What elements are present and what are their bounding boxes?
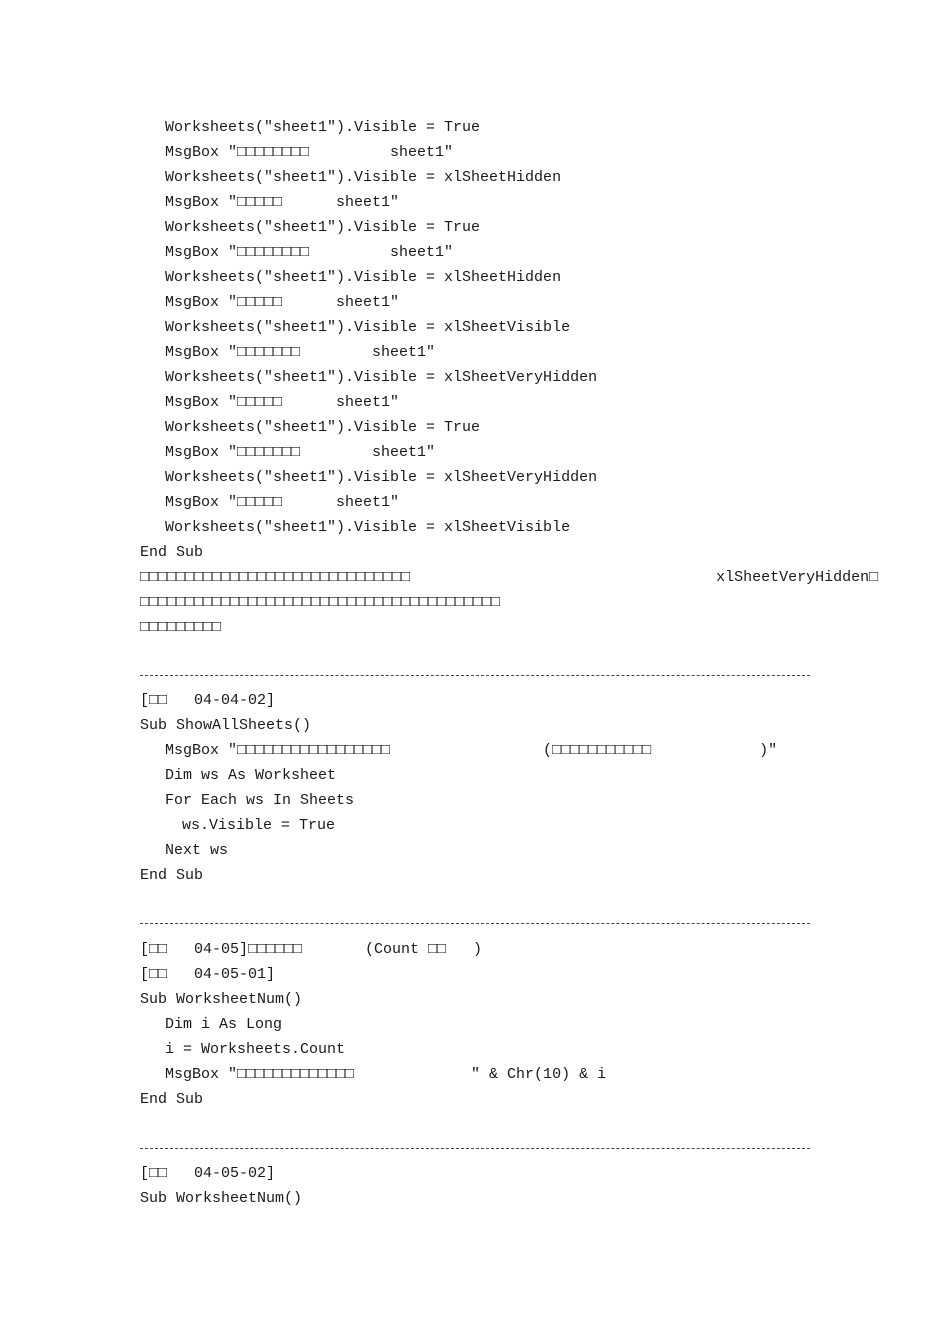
note-line: □□□□□□□□□ [140, 619, 222, 636]
code-line: MsgBox "□□□□□□□□ sheet1" [165, 244, 454, 261]
code-line: MsgBox "□□□□□ sheet1" [165, 194, 400, 211]
code-line: Worksheets("sheet1").Visible = xlSheetVisible [165, 519, 571, 536]
code-line: MsgBox "□□□□□□□□□□□□□□□□□ (□□□□□□□□□□□ )" [165, 742, 778, 759]
code-line: Next ws [165, 842, 229, 859]
note-line: □□□□□□□□□□□□□□□□□□□□□□□□□□□□□□□□□□□□□□□□ [140, 594, 501, 611]
code-line-end-sub: End Sub [140, 544, 204, 561]
code-line: Worksheets("sheet1").Visible = True [165, 219, 481, 236]
code-line: MsgBox "□□□□□ sheet1" [165, 394, 400, 411]
code-line: For Each ws In Sheets [165, 792, 355, 809]
code-line: Worksheets("sheet1").Visible = True [165, 119, 481, 136]
code-line: Worksheets("sheet1").Visible = xlSheetVeryHidden [165, 369, 598, 386]
code-line: i = Worksheets.Count [165, 1041, 346, 1058]
code-line: ws.Visible = True [182, 817, 336, 834]
code-line: Dim i As Long [165, 1016, 283, 1033]
section-header: [□□ 04-05]□□□□□□ (Count □□ ) [140, 941, 483, 958]
separator-line [140, 675, 810, 676]
code-line-sub: Sub WorksheetNum() [140, 991, 303, 1008]
example-header: [□□ 04-05-02] [140, 1165, 276, 1182]
code-line-sub: Sub WorksheetNum() [140, 1190, 303, 1207]
code-line: Worksheets("sheet1").Visible = xlSheetHidden [165, 269, 562, 286]
code-line: MsgBox "□□□□□□□ sheet1" [165, 444, 436, 461]
code-line: Dim ws As Worksheet [165, 767, 337, 784]
code-line: MsgBox "□□□□□ sheet1" [165, 494, 400, 511]
code-line: MsgBox "□□□□□□□□□□□□□ " & Chr(10) & i [165, 1066, 607, 1083]
code-line: MsgBox "□□□□□□□□ sheet1" [165, 144, 454, 161]
code-line: MsgBox "□□□□□ sheet1" [165, 294, 400, 311]
example-header: [□□ 04-04-02] [140, 692, 276, 709]
code-line: Worksheets("sheet1").Visible = True [165, 419, 481, 436]
separator-line [140, 923, 810, 924]
code-line: Worksheets("sheet1").Visible = xlSheetHidden [165, 169, 562, 186]
code-line-sub: Sub ShowAllSheets() [140, 717, 312, 734]
note-line: □□□□□□□□□□□□□□□□□□□□□□□□□□□□□□ xlSheetVeryHidden□ [140, 569, 879, 586]
separator-line [140, 1148, 810, 1149]
code-line: MsgBox "□□□□□□□ sheet1" [165, 344, 436, 361]
code-line-end-sub: End Sub [140, 867, 204, 884]
example-header: [□□ 04-05-01] [140, 966, 276, 983]
code-line: Worksheets("sheet1").Visible = xlSheetVisible [165, 319, 571, 336]
code-line-end-sub: End Sub [140, 1091, 204, 1108]
code-line: Worksheets("sheet1").Visible = xlSheetVeryHidden [165, 469, 598, 486]
